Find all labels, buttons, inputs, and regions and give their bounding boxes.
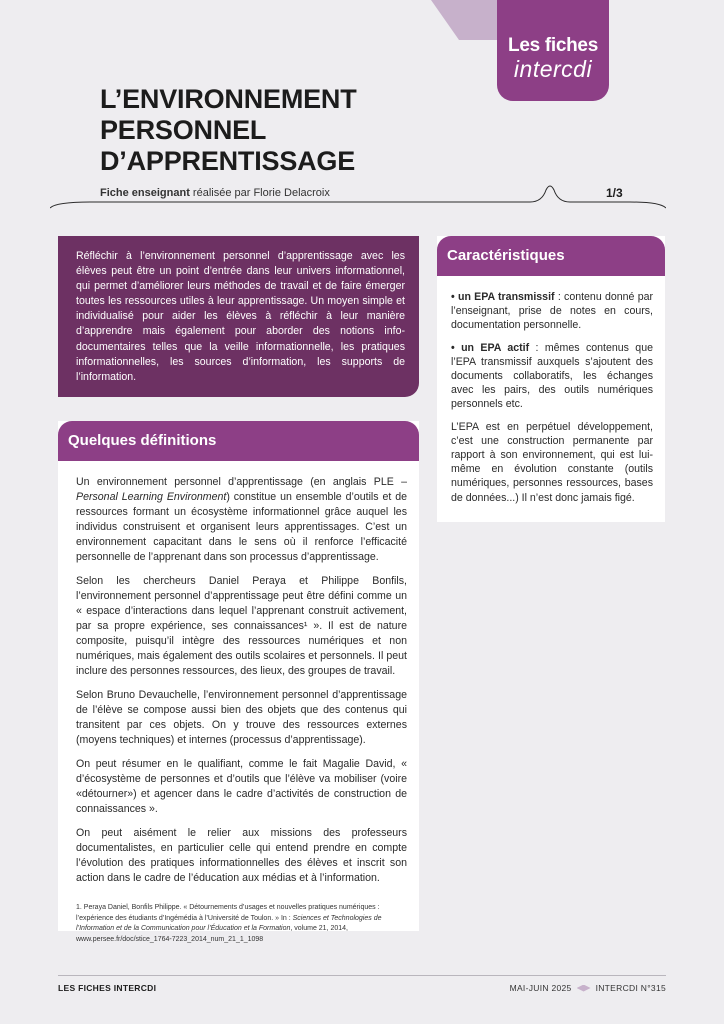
footnote: 1. Peraya Daniel, Bonfils Philippe. « Détournements d’usages et nouvelles pratiques numériques : l’expérience des étudiants d’Ingémédia à l’Université de Toulon. » In : Sciences et Technologies de l’Information et de la Communication pour l’Éducation et la Formation, volume 21, 2014, www.persee.fr/doc/stice_1764-7223_2014_num_21_1_1098 bbox=[76, 904, 382, 943]
intro-box: Réfléchir à l’environnement personnel d’apprentissage avec les élèves peut être un point d’entrée dans leur univers informationnel, qui permet d’améliorer leurs méthodes de travail et de faire émerger toutes les ressources utiles à leur apprentissage. Un moyen simple et individualisé pour aider les élèves à réfléchir à leur manière d’apprendre mais également pour aborder des notions info-documentaires telles que la veille informationnelle, les pratiques informationnelles, les sources d’information, les supports de l’information. bbox=[58, 236, 419, 397]
definition-paragraph-3: Selon Bruno Devauchelle, l’environnement personnel d’apprentissage de l’élève se compose aussi bien des objets que des contenus qui transitent par ces objets. On y trouve des ressources externes (moyens techniques) et internes (processus d’apprentissage). bbox=[76, 689, 407, 746]
footer-publication: LES FICHES INTERCDI bbox=[58, 983, 157, 993]
definitions-body bbox=[58, 461, 419, 886]
footer-divider bbox=[58, 975, 666, 976]
diamond-icon bbox=[577, 985, 591, 992]
author-line bbox=[100, 187, 330, 199]
definitions-card bbox=[58, 421, 419, 943]
characteristics-body bbox=[437, 276, 665, 505]
title-line3: D’APPRENTISSAGE bbox=[100, 146, 356, 176]
footer-issue: INTERCDI N°315 bbox=[595, 983, 666, 993]
sheet-type: Fiche enseignant bbox=[100, 187, 190, 199]
characteristics-heading: Caractéristiques bbox=[437, 236, 665, 276]
logo-line1: Les fiches bbox=[508, 35, 598, 56]
characteristic-paragraph: L’EPA est en perpétuel développement, c’est une construction permanente par rapport à son environnement, qui est lui-même en évolution constante (outils numériques, personnes ressources, bases de données...) Il n’est donc jamais figé. bbox=[451, 420, 653, 504]
characteristic-item-1: • un EPA transmissif : contenu donné par l’enseignant, prise de notes en cours, documentation personnelle. bbox=[451, 291, 654, 332]
characteristics-card bbox=[437, 236, 665, 522]
footer-date: MAI-JUIN 2025 bbox=[509, 983, 572, 993]
footer-issue-info bbox=[510, 983, 666, 993]
brand-logo bbox=[497, 0, 609, 101]
page-number: 1/3 bbox=[606, 186, 623, 200]
author: réalisée par Florie Delacroix bbox=[189, 187, 330, 199]
characteristic-item-2: • un EPA actif : mêmes contenus que l’EPA transmissif auxquels s’ajoutent des documents collaboratifs, les échanges avec les pairs, des outils numériques personnels etc. bbox=[451, 341, 653, 411]
definition-paragraph-5: On peut aisément le relier aux missions des professeurs documentalistes, en particulier celle qui entend prendre en compte l’évolution des pratiques informationnelles des élèves et inscrit son action dans le cadre de l’éducation aux médias et à l’information. bbox=[76, 827, 407, 884]
title-line1: L’ENVIRONNEMENT bbox=[100, 84, 357, 114]
logo-line2: intercdi bbox=[513, 56, 593, 82]
definitions-heading: Quelques définitions bbox=[58, 421, 419, 461]
definition-paragraph-2: Selon les chercheurs Daniel Peraya et Philippe Bonfils, l’environnement personnel d’apprentissage peut être défini comme un « espace d’interactions dans lequel l’apprenant construit activement, par sa propre expérience, ses connaissances¹ ». Il est de nature composite, puisqu’il intègre des ressources numériques et non numériques, mais également des outils scolaires et personnels. Il peut inclure des personnes ressources, des lieux, des groupes de travail. bbox=[76, 575, 407, 677]
page-title bbox=[100, 84, 420, 177]
title-line2: PERSONNEL bbox=[100, 115, 267, 145]
definition-paragraph-1: Un environnement personnel d’apprentissage (en anglais PLE – Personal Learning Environment) constitue un ensemble d’outils et de ressources formant un écosystème informationnel grâce auquel les individus construisent et organisent leurs apprentissages. C’est un environnement capacitant dans le sens où il renforce l’efficacité personnelle de l’apprenant dans son processus d’apprentissage. bbox=[76, 476, 407, 563]
definition-paragraph-4: On peut résumer en le qualifiant, comme le fait Magalie David, « d’écosystème de personnes et d’outils que l’élève va mobiliser (voire «détourner») et agencer dans le cadre d’activités de construction de connaissances ». bbox=[76, 758, 407, 815]
